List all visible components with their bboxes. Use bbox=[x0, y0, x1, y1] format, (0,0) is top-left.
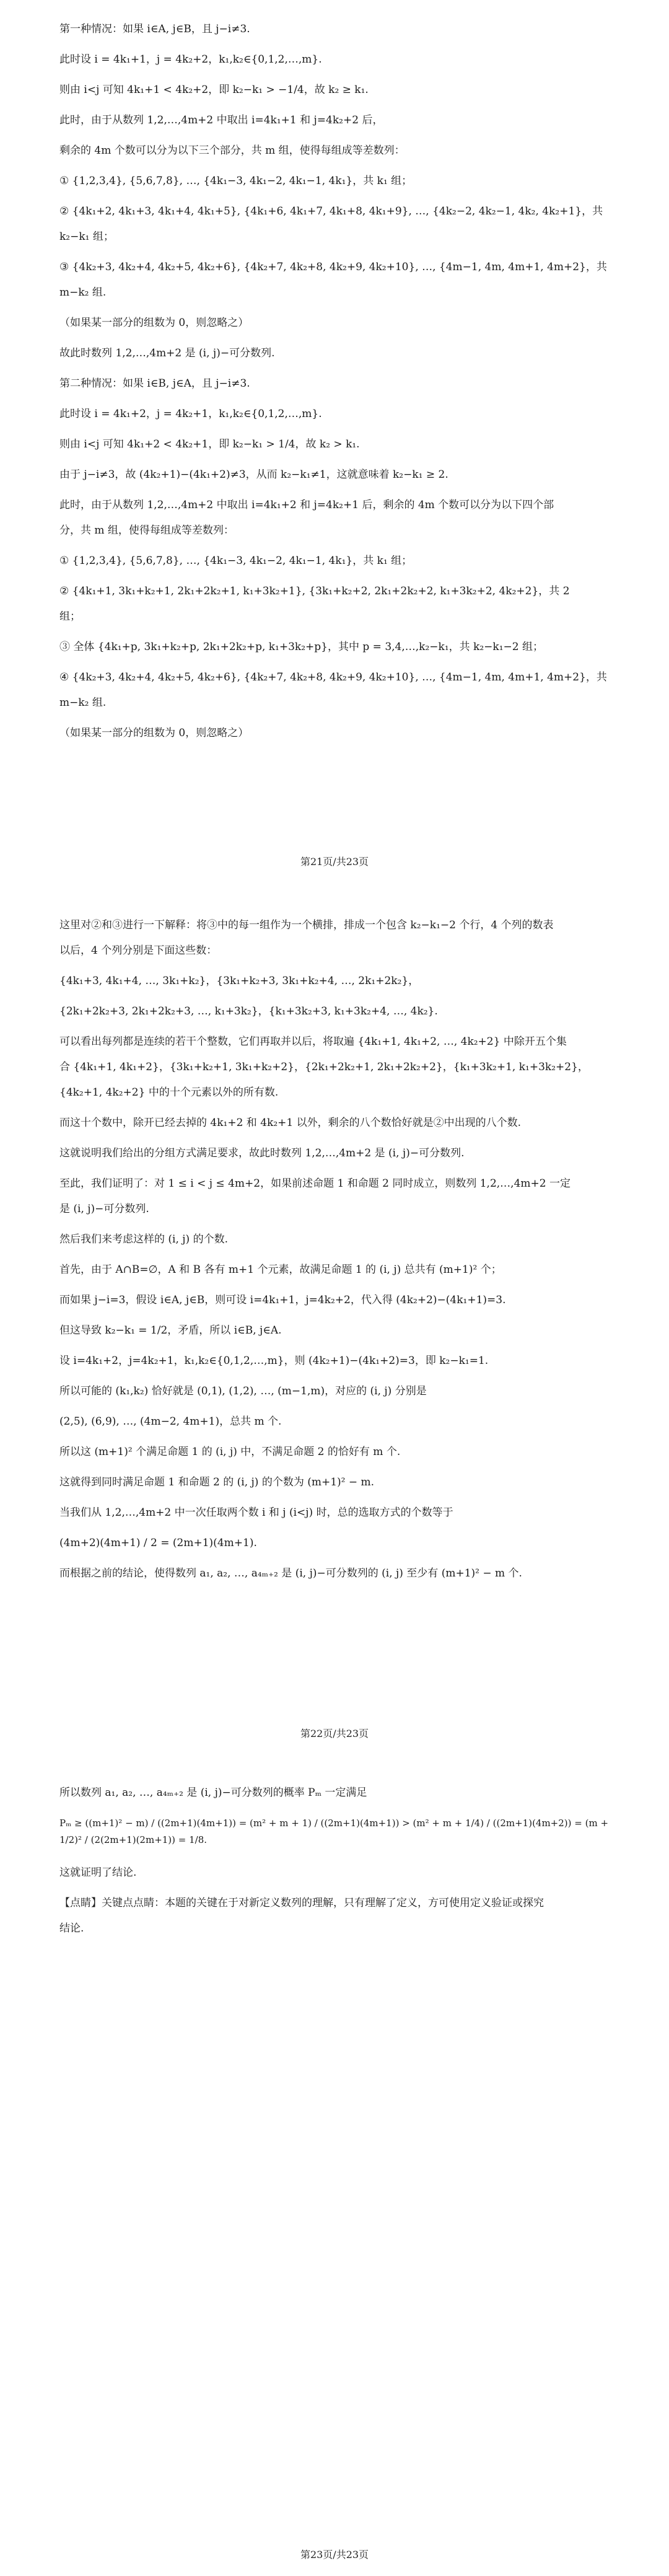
text-line: 分，共 m 组，使得每组成等差数列： bbox=[59, 524, 234, 537]
text-line: 而根据之前的结论，使得数列 a₁, a₂, …, a₄ₘ₊₂ 是 (i, j)−可分数列的 (i, j) 至少有 (m+1)² − m 个. bbox=[59, 1567, 522, 1580]
text-line: 所以这 (m+1)² 个满足命题 1 的 (i, j) 中，不满足命题 2 的恰好有 m 个. bbox=[59, 1446, 401, 1458]
text-line: （如果某一部分的组数为 0，则忽略之） bbox=[59, 727, 249, 739]
text-line: 由于 j−i≠3，故 (4k₂+1)−(4k₁+2)≠3，从而 k₂−k₁≠1，这就意味着 k₂−k₁ ≥ 2. bbox=[59, 468, 448, 481]
text-line: (4m+2)(4m+1) / 2 = (2m+1)(4m+1). bbox=[59, 1537, 257, 1549]
text-line: 故此时数列 1,2,…,4m+2 是 (i, j)−可分数列. bbox=[59, 347, 275, 359]
page-footer: 第21页/共23页 bbox=[300, 856, 369, 868]
text-line: k₂−k₁ 组； bbox=[59, 231, 114, 243]
text-line: 所以数列 a₁, a₂, …, a₄ₘ₊₂ 是 (i, j)−可分数列的概率 Pₘ 一定满足 bbox=[59, 1787, 367, 1799]
page-footer: 第23页/共23页 bbox=[300, 2549, 369, 2561]
text-line: 当我们从 1,2,…,4m+2 中一次任取两个数 i 和 j (i<j) 时，总的选取方式的个数等于 bbox=[59, 1506, 453, 1519]
page-footer: 第22页/共23页 bbox=[300, 1728, 369, 1739]
text-line: 结论. bbox=[59, 1922, 84, 1935]
text-line: 第二种情况：如果 i∈B, j∈A，且 j−i≠3. bbox=[59, 377, 250, 390]
text-line: 这就证明了结论. bbox=[59, 1866, 137, 1879]
inequality-formula: Pₘ ≥ ((m+1)² − m) / ((2m+1)(4m+1)) = (m² + m + 1) / ((2m+1)(4m+1)) > (m² + m + 1/4) / ((2m+1)(4m+2)) = (m + 1/2)² / (2(2m+1)(2m+1)) = 1/8. bbox=[59, 1818, 609, 1845]
page-21-body bbox=[59, 21, 610, 755]
text-line: 而这十个数中，除开已经去掉的 4k₁+2 和 4k₂+1 以外，剩余的八个数恰好就是②中出现的八个数. bbox=[59, 1117, 522, 1129]
text-line: m−k₂ 组. bbox=[59, 286, 107, 299]
text-line: {4k₁+3, 4k₁+4, …, 3k₁+k₂}，{3k₁+k₂+3, 3k₁+k₂+4, …, 2k₁+2k₂}， bbox=[59, 975, 419, 987]
text-line: 这就说明我们给出的分组方式满足要求，故此时数列 1,2,…,4m+2 是 (i, j)−可分数列. bbox=[59, 1147, 465, 1159]
text-line: 然后我们来考虑这样的 (i, j) 的个数. bbox=[59, 1233, 228, 1246]
text-line: ② {4k₁+1, 3k₁+k₂+1, 2k₁+2k₂+1, k₁+3k₂+1}, {3k₁+k₂+2, 2k₁+2k₂+2, k₁+3k₂+2, 4k₂+2}，共 2 bbox=[59, 585, 570, 597]
page-23 bbox=[0, 1772, 669, 2576]
text-line: 而如果 j−i=3，假设 i∈A, j∈B，则可设 i=4k₁+1，j=4k₂+2，代入得 (4k₂+2)−(4k₁+1)=3. bbox=[59, 1294, 506, 1306]
text-line: {4k₂+1, 4k₂+2} 中的十个元素以外的所有数. bbox=[59, 1086, 279, 1099]
text-line: ② {4k₁+2, 4k₁+3, 4k₁+4, 4k₁+5}, {4k₁+6, 4k₁+7, 4k₁+8, 4k₁+9}, …, {4k₂−2, 4k₂−1, 4k₂, 4k₂+1}，共 bbox=[59, 205, 603, 218]
text-line: 首先，由于 A∩B=∅，A 和 B 各有 m+1 个元素，故满足命题 1 的 (i, j) 总共有 (m+1)² 个； bbox=[59, 1264, 502, 1276]
text-line: 此时，由于从数列 1,2,…,4m+2 中取出 i=4k₁+1 和 j=4k₂+2 后， bbox=[59, 114, 383, 126]
key-point-line: 【点睛】关键点点睛：本题的关键在于对新定义数列的理解，只有理解了定义，方可使用定义验证或探究 bbox=[59, 1897, 544, 1909]
text-line: 则由 i<j 可知 4k₁+2 < 4k₂+1，即 k₂−k₁ > 1/4，故 k₂ > k₁. bbox=[59, 438, 360, 451]
text-line: （如果某一部分的组数为 0，则忽略之） bbox=[59, 317, 249, 329]
text-line: ④ {4k₂+3, 4k₂+4, 4k₂+5, 4k₂+6}, {4k₂+7, 4k₂+8, 4k₂+9, 4k₂+10}, …, {4m−1, 4m, 4m+1, 4m+2}，共 bbox=[59, 671, 607, 684]
text-line: 至此，我们证明了：对 1 ≤ i < j ≤ 4m+2，如果前述命题 1 和命题 2 同时成立，则数列 1,2,…,4m+2 一定 bbox=[59, 1177, 571, 1190]
page-21 bbox=[0, 0, 669, 874]
text-line: 合 {4k₁+1, 4k₁+2}，{3k₁+k₂+1, 3k₁+k₂+2}，{2k₁+2k₂+1, 2k₁+2k₂+2}，{k₁+3k₂+1, k₁+3k₂+2}， bbox=[59, 1061, 588, 1073]
text-line: 第一种情况：如果 i∈A, j∈B，且 j−i≠3. bbox=[59, 23, 250, 35]
text-line: (2,5), (6,9), …, (4m−2, 4m+1)，总共 m 个. bbox=[59, 1415, 282, 1428]
text-line: ③ 全体 {4k₁+p, 3k₁+k₂+p, 2k₁+2k₂+p, k₁+3k₂+p}，其中 p = 3,4,…,k₂−k₁，共 k₂−k₁−2 组； bbox=[59, 641, 543, 653]
text-line: ① {1,2,3,4}, {5,6,7,8}, …, {4k₁−3, 4k₁−2, 4k₁−1, 4k₁}，共 k₁ 组； bbox=[59, 555, 413, 567]
text-line: m−k₂ 组. bbox=[59, 697, 107, 709]
text-line: 可以看出每列都是连续的若干个整数，它们再取并以后，将取遍 {4k₁+1, 4k₁+2, …, 4k₂+2} 中除开五个集 bbox=[59, 1035, 567, 1048]
text-line: 剩余的 4m 个数可以分为以下三个部分，共 m 组，使得每组成等差数列： bbox=[59, 144, 405, 157]
text-line: 此时设 i = 4k₁+1，j = 4k₂+2，k₁,k₂∈{0,1,2,…,m}. bbox=[59, 53, 322, 66]
text-line: 组； bbox=[59, 610, 81, 623]
text-line: 此时，由于从数列 1,2,…,4m+2 中取出 i=4k₁+2 和 j=4k₂+1 后，剩余的 4m 个数可以分为以下四个部 bbox=[59, 499, 554, 511]
text-line: ① {1,2,3,4}, {5,6,7,8}, …, {4k₁−3, 4k₁−2, 4k₁−1, 4k₁}，共 k₁ 组； bbox=[59, 175, 413, 187]
text-line: 这就得到同时满足命题 1 和命题 2 的 (i, j) 的个数为 (m+1)² − m. bbox=[59, 1476, 375, 1488]
text-line: 设 i=4k₁+2，j=4k₂+1，k₁,k₂∈{0,1,2,…,m}，则 (4k₂+1)−(4k₁+2)=3，即 k₂−k₁=1. bbox=[59, 1355, 489, 1367]
text-line: {2k₁+2k₂+3, 2k₁+2k₂+3, …, k₁+3k₂}，{k₁+3k₂+3, k₁+3k₂+4, …, 4k₂}. bbox=[59, 1005, 438, 1018]
text-line: ③ {4k₂+3, 4k₂+4, 4k₂+5, 4k₂+6}, {4k₂+7, 4k₂+8, 4k₂+9, 4k₂+10}, …, {4m−1, 4m, 4m+1, 4m+2}，共 bbox=[59, 261, 607, 273]
text-line: 所以可能的 (k₁,k₂) 恰好就是 (0,1), (1,2), …, (m−1,m)，对应的 (i, j) 分别是 bbox=[59, 1385, 427, 1397]
text-line: 是 (i, j)−可分数列. bbox=[59, 1203, 149, 1215]
page-22 bbox=[0, 892, 669, 1747]
text-line: 以后，4 个列分别是下面这些数： bbox=[59, 944, 217, 957]
text-line: 但这导致 k₂−k₁ = 1/2，矛盾，所以 i∈B, j∈A. bbox=[59, 1324, 282, 1337]
page-22-body bbox=[59, 917, 610, 1596]
text-line: 则由 i<j 可知 4k₁+1 < 4k₂+2，即 k₂−k₁ > −1/4，故 k₂ ≥ k₁. bbox=[59, 84, 369, 96]
text-line: 此时设 i = 4k₁+2，j = 4k₂+1，k₁,k₂∈{0,1,2,…,m}. bbox=[59, 408, 322, 420]
page-23-body bbox=[59, 1785, 610, 1951]
text-line: 这里对②和③进行一下解释：将③中的每一组作为一个横排，排成一个包含 k₂−k₁−2 个行，4 个列的数表 bbox=[59, 919, 554, 931]
